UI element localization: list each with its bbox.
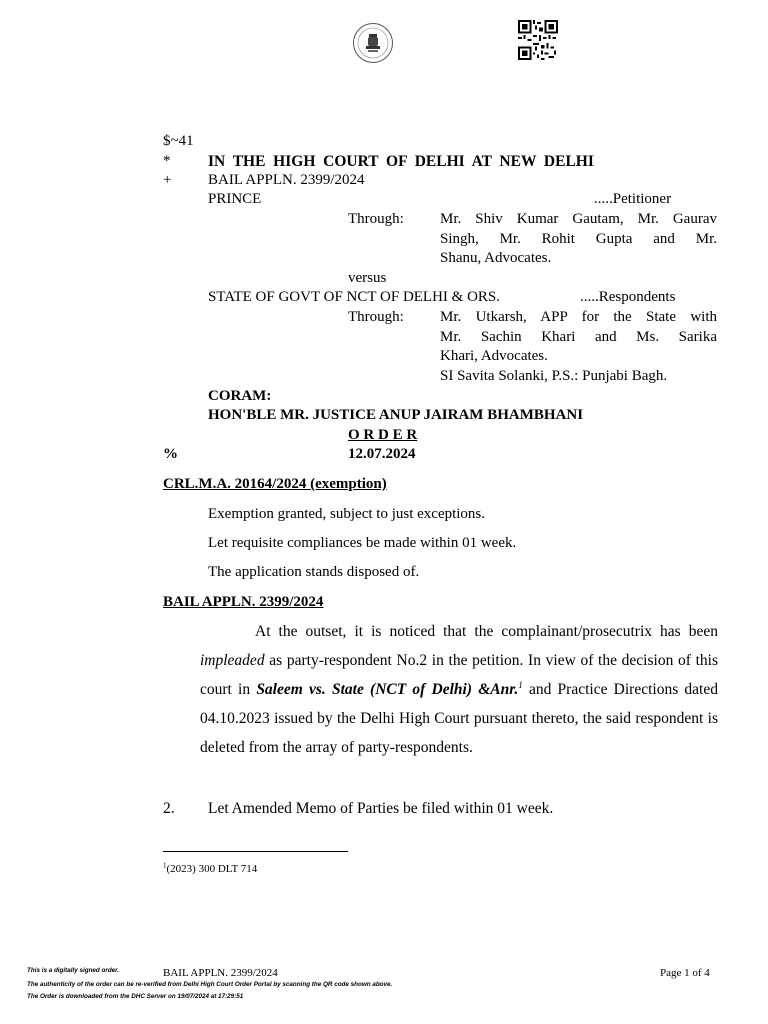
authenticity-note: The authenticity of the order can be re-verified from Delhi High Court Order Portal by scanning the QR code shown above. [27, 981, 393, 988]
order-line: Exemption granted, subject to just exceptions. [208, 506, 486, 522]
download-note: The Order is downloaded from the DHC Server on 19/07/2024 at 17:29:51 [27, 993, 244, 1000]
footnote-rule [163, 851, 348, 852]
counsel-line: SI Savita Solanki, P.S.: Punjabi Bagh. [440, 368, 668, 384]
page-number: Page 1 of 4 [660, 967, 710, 979]
through-label: Through: [348, 211, 404, 227]
paragraph-text: and Practice Directions dated 04.10.2023 issued by the Delhi High Court pursuant thereto, the said respondent is deleted from the array of party-respondents. [200, 681, 718, 756]
petitioner-name: PRINCE [208, 191, 262, 207]
footnote [163, 860, 257, 879]
court-title: IN THE HIGH COURT OF DELHI AT NEW DELHI [208, 153, 594, 170]
petitioner-label: .....Petitioner [594, 191, 672, 207]
counsel-line: Mr. Shiv Kumar Gautam, Mr. Gaurav [440, 211, 717, 227]
respondent-name: STATE OF GOVT OF NCT OF DELHI & ORS. [208, 289, 501, 305]
order-title: O R D E R [348, 427, 418, 443]
order-date: 12.07.2024 [348, 446, 416, 462]
footnote-text: (2023) 300 DLT 714 [166, 863, 258, 875]
case-number: BAIL APPLN. 2399/2024 [208, 172, 365, 188]
order-line: The application stands disposed of. [208, 564, 420, 580]
footnote-mark: 1 [163, 861, 167, 870]
star-mark: * [163, 153, 171, 169]
digital-signature-note: This is a digitally signed order. [27, 967, 120, 974]
qr-code-icon [518, 20, 558, 60]
paragraph-text: as party-respondent No.2 in the petition. In view of the decision of this court in [200, 652, 718, 698]
versus-label: versus [348, 270, 387, 286]
impleaded-text: impleaded [200, 652, 265, 669]
percent-mark: % [163, 446, 178, 462]
footnote-reference: 1 [518, 679, 523, 690]
plus-mark: + [163, 172, 172, 188]
court-emblem-icon [352, 22, 394, 64]
counsel-line: Khari, Advocates. [440, 348, 548, 364]
coram-label: CORAM: [208, 388, 272, 404]
respondent-label: .....Respondents [580, 289, 676, 305]
counsel-line: Mr. Sachin Khari and Ms. Sarika [440, 329, 717, 345]
amended-memo-line: Let Amended Memo of Parties be filed within 01 week. [208, 800, 554, 817]
main-paragraph [200, 617, 718, 762]
section-heading-bail: BAIL APPLN. 2399/2024 [163, 594, 324, 610]
counsel-line: Shanu, Advocates. [440, 250, 552, 266]
through-label: Through: [348, 309, 404, 325]
judge-name: HON'BLE MR. JUSTICE ANUP JAIRAM BHAMBHANI [208, 407, 584, 423]
item-number: $~41 [163, 133, 194, 149]
counsel-line: Singh, Mr. Rohit Gupta and Mr. [440, 231, 717, 247]
footer-case-ref: BAIL APPLN. 2399/2024 [163, 967, 278, 979]
paragraph-text: At the outset, it is noticed that the complainant/prosecutrix has been [255, 623, 718, 640]
section-heading-exemption: CRL.M.A. 20164/2024 (exemption) [163, 476, 387, 492]
case-citation: Saleem vs. State (NCT of Delhi) &Anr. [256, 681, 519, 698]
para-number: 2. [163, 800, 175, 817]
order-line: Let requisite compliances be made within 01 week. [208, 535, 517, 551]
counsel-line: Mr. Utkarsh, APP for the State with [440, 309, 717, 325]
